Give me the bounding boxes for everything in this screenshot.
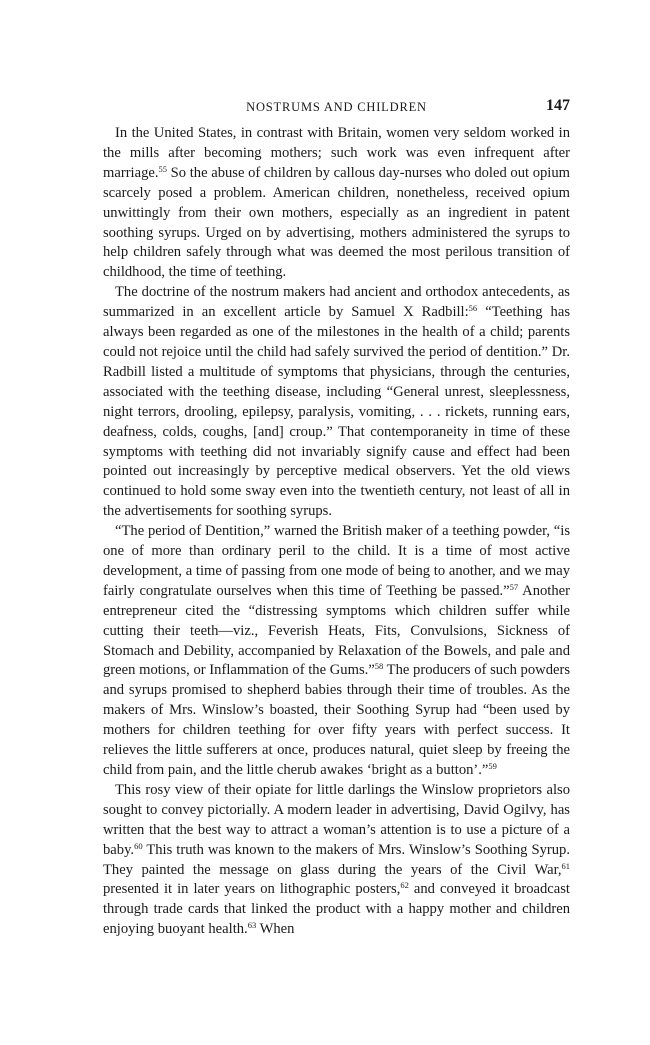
footnote-ref: 58 — [374, 661, 384, 672]
paragraph-text: This truth was known to the makers of Mrs. Winslow’s Soothing Syrup. They painted the message on glass during the years of the Civil War, — [103, 841, 570, 878]
paragraph-text: “Teething has always been regarded as one of the milestones in the health of a child; parents could not rejoice until the child had safely survived the period of dentition.” Dr. Radbill listed a multitude of symptoms that physicians, through the centuries, associated with the teething disease, including “General unrest, sleeplessness, night terrors, drooling, epilepsy, paralysis, vomiting, . . . rickets, running ears, deafness, colds, coughs, [and] croup.” That contemporaneity in time of these symptoms with teething did not invariably signify cause and effect had been pointed out increasingly by perceptive medical observers. Yet the old views continued to hold some sway even into the twentieth century, not least of all in the advertisements for soothing syrups. — [103, 304, 570, 520]
page-number: 147 — [546, 97, 570, 114]
footnote-ref: 55 — [158, 163, 168, 174]
paragraph-text: “The period of Dentition,” warned the British maker of a teething powder, “is one of more than ordinary peril to the child. It is a time of most active development, a time of passing from one mode of being to another, and we may fairly congratulate ourselves when this time of Teething be passed.” — [103, 523, 570, 599]
footnote-ref: 57 — [509, 581, 519, 592]
running-head — [103, 96, 570, 118]
footnote-ref: 56 — [468, 303, 478, 314]
paragraph — [103, 124, 570, 283]
footnote-ref: 60 — [134, 840, 143, 851]
paragraph-text: Another entrepreneur cited the “distressing symptoms which children suffer while cutting their teeth—viz., Feverish Heats, Fits, Convulsions, Sickness of Stomach and Debility, accompanied by Relaxation of the Bowels, and pale and green motions, or Inflammation of the Gums.” — [103, 582, 570, 679]
paragraph — [103, 522, 570, 781]
paragraph-text: and conveyed it broadcast through trade cards that linked the product with a happy mother and children enjoying buoyant health. — [103, 881, 570, 938]
paragraph — [103, 283, 570, 522]
footnote-ref: 61 — [561, 860, 570, 871]
paragraph-text: When — [256, 921, 295, 938]
paragraph-text: presented it in later years on lithographic posters, — [103, 881, 401, 898]
paragraph-text: The producers of such powders and syrups promised to shepherd babies through their time of troubles. As the makers of Mrs. Winslow’s boasted, their Soothing Syrup had “been used by mothers for children teething for over fifty years with perfect success. It relieves the little sufferers at once, produces natural, quiet sleep by freeing the child from pain, and the little cherub awakes ‘bright as a button’.” — [103, 662, 571, 778]
footnote-ref: 62 — [400, 880, 409, 891]
book-page — [103, 96, 570, 940]
footnote-ref: 63 — [247, 920, 257, 931]
paragraph-text: So the abuse of children by callous day-nurses who doled out opium scarcely posed a problem. American children, nonetheless, received opium unwittingly from their own mothers, especially as an ingredient in patent soothing syrups. Urged on by advertising, mothers administered the syrups to help children safely through what was deemed the most perilous transition of childhood, the time of teething. — [103, 164, 570, 281]
paragraph-text: The doctrine of the nostrum makers had ancient and orthodox antecedents, as summarized in an excellent article by Samuel X Radbill: — [103, 284, 570, 321]
paragraph-text: In the United States, in contrast with Britain, women very seldom worked in the mills after becoming mothers; such work was even infrequent after marriage. — [103, 125, 570, 181]
paragraph — [103, 781, 570, 940]
footnote-ref: 59 — [488, 761, 497, 771]
body-text — [103, 124, 570, 940]
paragraph-text: This rosy view of their opiate for little darlings the Winslow proprietors also sought to convey pictorially. A modern leader in advertising, David Ogilvy, has written that the best way to attract a woman’s attention is to use a picture of a baby. — [103, 781, 570, 858]
running-title: NOSTRUMS AND CHILDREN — [246, 100, 427, 114]
